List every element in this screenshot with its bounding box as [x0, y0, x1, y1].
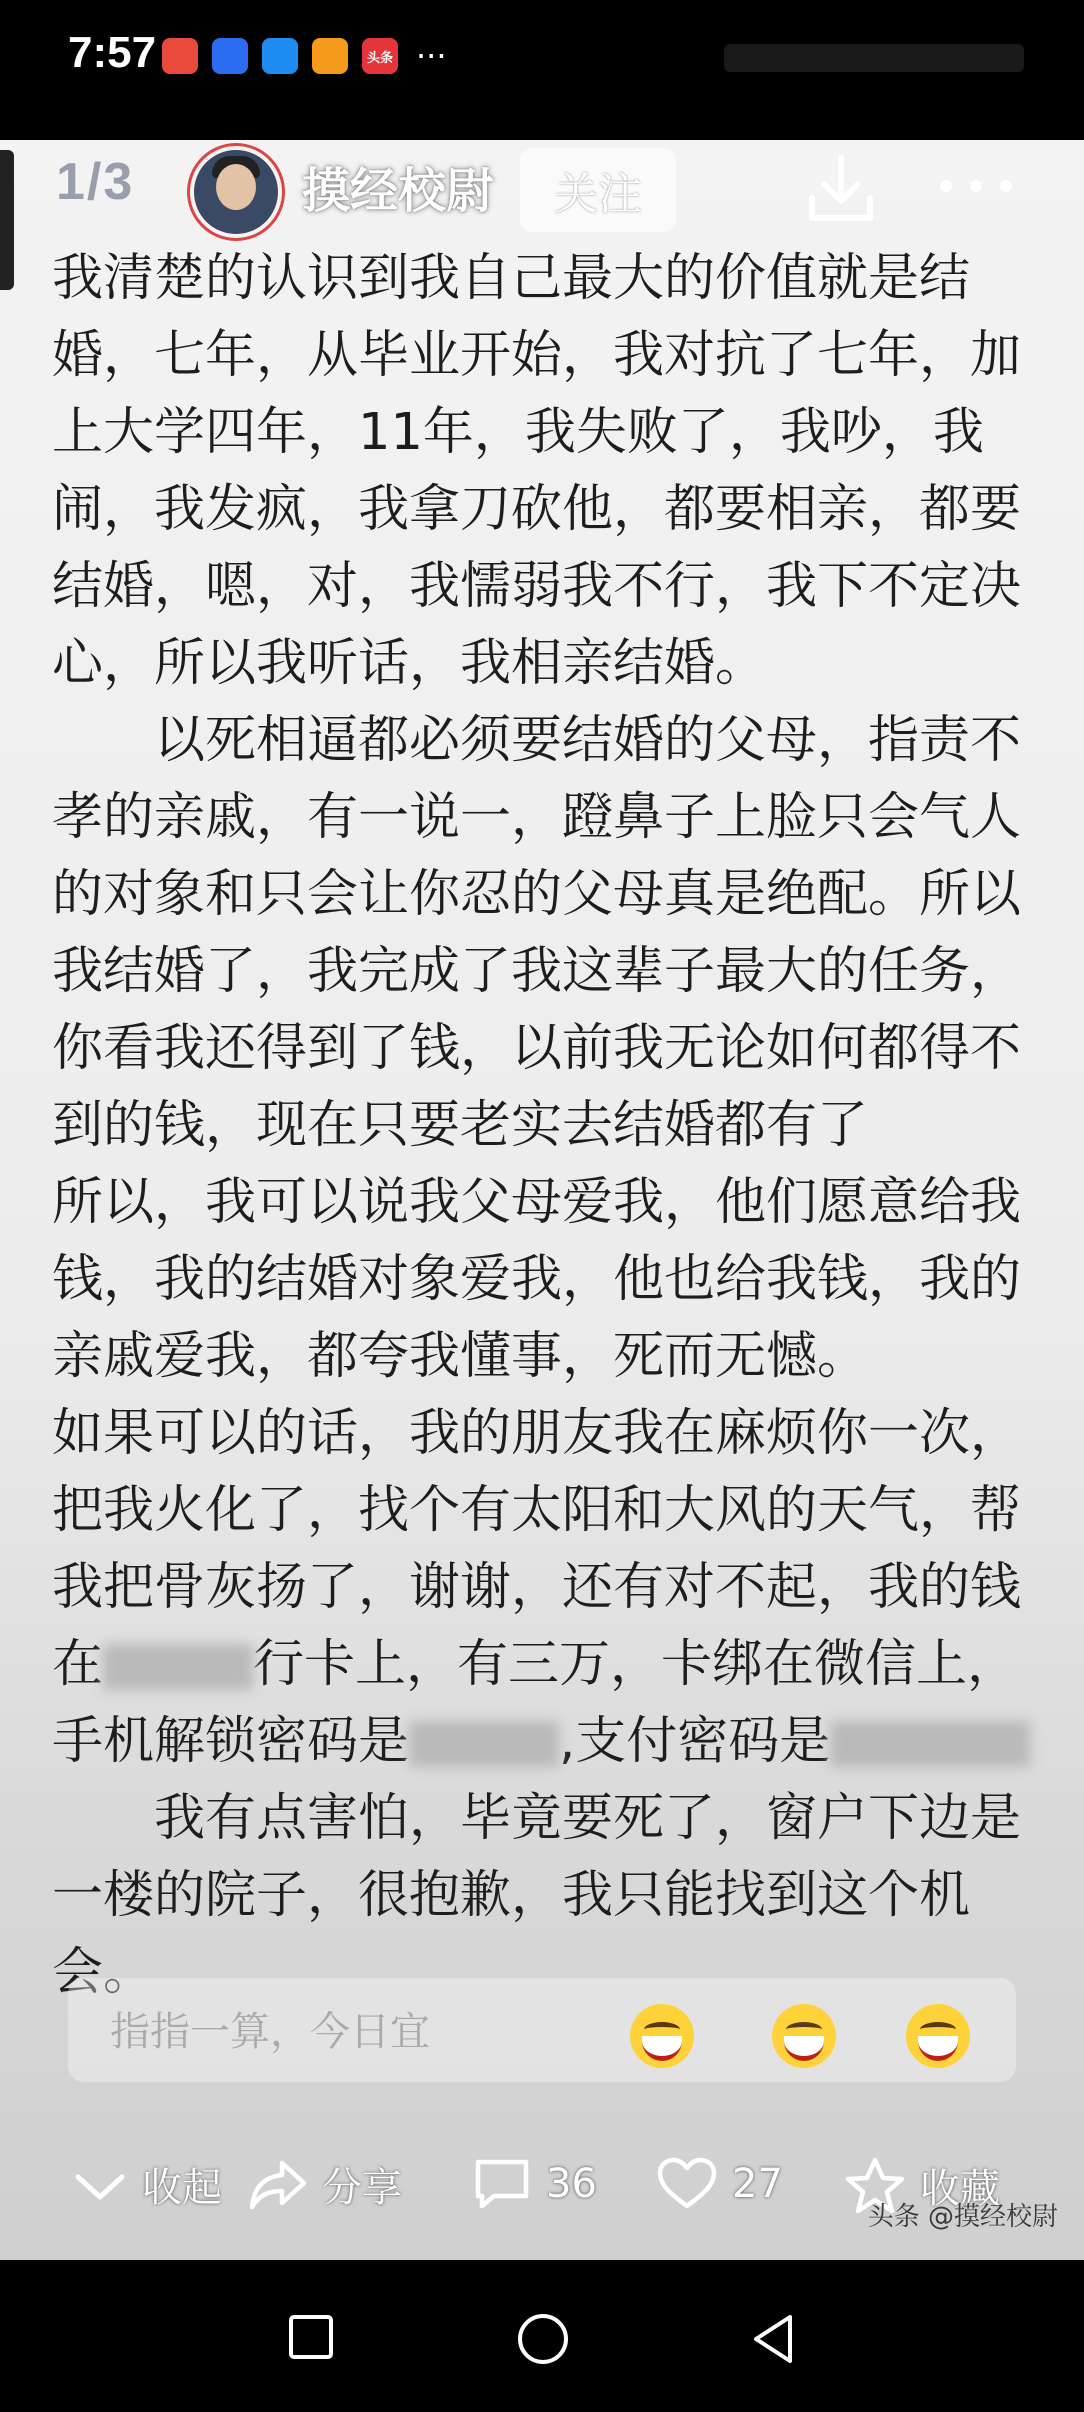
redacted-blur — [830, 1721, 1030, 1767]
post-body — [52, 240, 1052, 2011]
download-icon[interactable] — [806, 152, 876, 228]
comment-icon — [472, 2156, 532, 2212]
collapse-button[interactable] — [72, 2156, 222, 2213]
status-time: 7:57 — [68, 28, 157, 77]
comments-button[interactable] — [472, 2156, 597, 2212]
toutiao-icon: 头条 — [362, 38, 398, 74]
app-blue-bulb-icon — [212, 38, 248, 74]
post-text-segment: 所以，我可以说我父母爱我，他们愿意给我钱，我的结婚对象爱我，他也给我钱，我的亲戚爱我，都夸我懂事，死而无憾。 — [52, 1173, 1022, 1386]
status-bar — [0, 0, 1084, 140]
more-notifications-icon: ··· — [416, 37, 447, 75]
post-text-segment: 以死相逼都必须要结婚的父母，指责不孝的亲戚，有一说一，蹬鼻子上脸只会气人的对象和只会让你忍的父母真是绝配。所以我结婚了，我完成了我这辈子最大的任务，你看我还得到了钱，以前我无论如何都得不到的钱，现在只要老实去结婚都有了 — [52, 711, 1022, 1155]
watermark: 头条 @摸经校尉 — [867, 2202, 1058, 2232]
back-icon[interactable] — [748, 2312, 798, 2366]
more-options-icon[interactable] — [936, 174, 1016, 198]
author-name[interactable]: 摸经校尉 — [302, 163, 495, 219]
post-text-segment: 行卡上，有三万，卡绑在微信上，手机解锁密码是 — [52, 1635, 1019, 1771]
home-icon[interactable] — [516, 2312, 570, 2366]
comment-placeholder: 指指一算，今日宜 — [110, 2009, 430, 2055]
favorite-label: 收藏 — [920, 2165, 1000, 2212]
page-indicator: 1/3 — [56, 153, 135, 211]
comments-count: 36 — [546, 2161, 597, 2207]
like-button[interactable] — [656, 2156, 783, 2212]
crying-laughing-emoji-icon[interactable] — [772, 2004, 836, 2068]
follow-button[interactable]: 关注 — [520, 148, 676, 232]
recent-apps-icon[interactable] — [286, 2312, 336, 2362]
post-viewer[interactable] — [0, 140, 1084, 2260]
post-paragraph — [52, 1395, 1052, 1780]
grinning-emoji-icon[interactable] — [630, 2004, 694, 2068]
status-indicators — [724, 44, 1024, 72]
share-icon — [248, 2157, 308, 2213]
collapse-label: 收起 — [142, 2165, 222, 2211]
chevron-down-icon — [72, 2165, 128, 2205]
post-paragraph — [52, 702, 1052, 1395]
redacted-blur — [103, 1644, 253, 1690]
comment-input[interactable] — [68, 1978, 1016, 2082]
heart-icon — [656, 2156, 718, 2212]
post-header — [0, 140, 1084, 240]
share-button[interactable] — [248, 2156, 402, 2213]
status-app-icons — [162, 38, 447, 74]
post-text-segment: 如果可以的话，我的朋友我在麻烦你一次，把我火化了，找个有太阳和大风的天气，帮我把骨灰扬了，谢谢，还有对不起，我的钱在 — [52, 1404, 1022, 1694]
post-paragraph: 我有点害怕，毕竟要死了，窗户下边是一楼的院子，很抱歉，我只能找到这个机会。 — [52, 1789, 1022, 2002]
laughing-emoji-icon[interactable] — [906, 2004, 970, 2068]
app-blue-cloud-icon — [262, 38, 298, 74]
post-paragraph: 我清楚的认识到我自己最大的价值就是结婚，七年，从毕业开始，我对抗了七年，加上大学四年，11年，我失败了，我吵，我闹，我发疯，我拿刀砍他，都要相亲，都要结婚，嗯，对，我懦弱我不行，我下不定决心，所以我听话，我相亲结婚。 — [52, 249, 1022, 693]
likes-count: 27 — [732, 2161, 783, 2207]
redacted-blur — [409, 1721, 559, 1767]
share-label: 分享 — [322, 2165, 402, 2211]
app-orange-icon — [312, 38, 348, 74]
post-text-segment: ,支付密码是 — [559, 1712, 831, 1771]
author-avatar[interactable] — [190, 146, 282, 238]
system-nav-bar — [0, 2260, 1084, 2412]
app-red-icon — [162, 38, 198, 74]
